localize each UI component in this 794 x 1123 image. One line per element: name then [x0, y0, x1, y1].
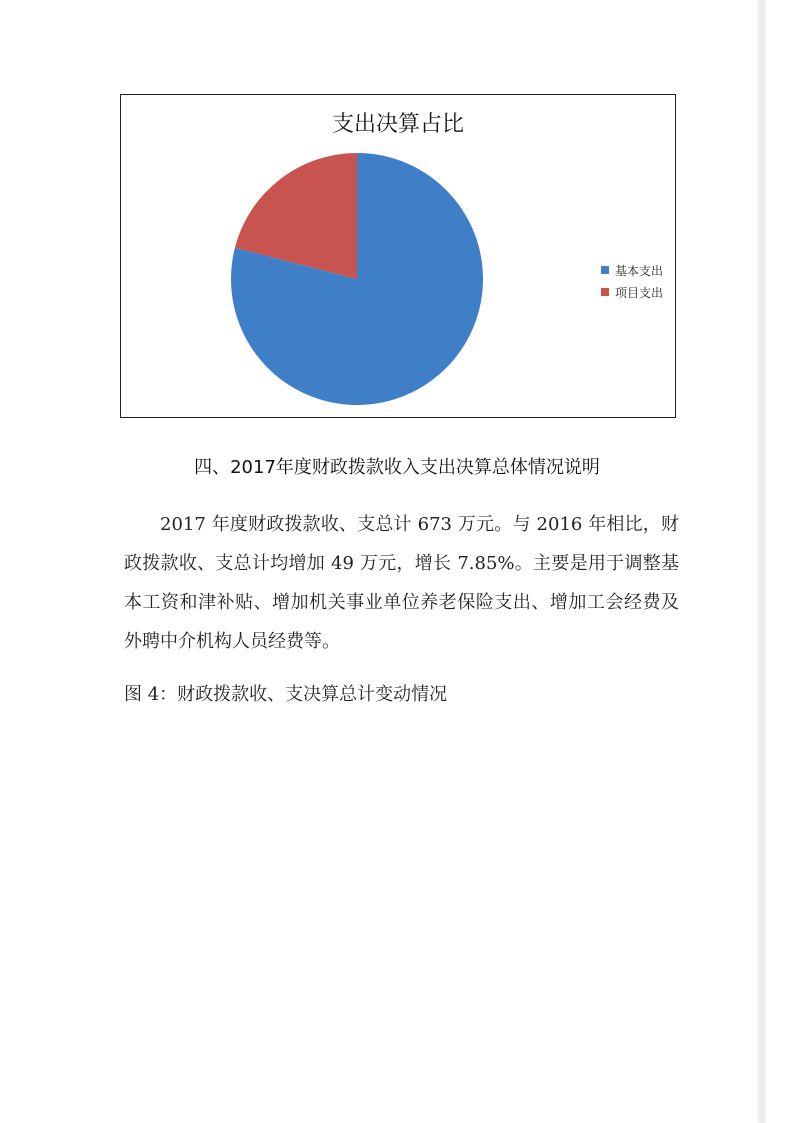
- section-heading: 四、2017年度财政拨款收入支出决算总体情况说明: [194, 457, 600, 478]
- legend-swatch-basic: [601, 266, 609, 274]
- figure-caption: 图 4：财政拨款收、支决算总计变动情况: [124, 684, 448, 705]
- legend-swatch-project: [601, 288, 609, 296]
- legend-label-project: 项目支出: [615, 285, 664, 300]
- body-paragraph: 2017 年度财政拨款收、支总计 673 万元。与 2016 年相比，财政拨款收、支总计均增加 49 万元，增长 7.85%。主要是用于调整基本工资和津补贴、增加机关事业单位养老保险支出、增加工会经费及外聘中介机构人员经费等。: [124, 514, 679, 652]
- chart-legend: [601, 259, 663, 303]
- scan-edge-artifact: [756, 0, 768, 1123]
- legend-item-project: [601, 281, 663, 303]
- legend-item-basic: [601, 259, 663, 281]
- pie-chart-plot: [121, 95, 677, 419]
- chart-title: 支出决算占比: [331, 112, 464, 137]
- pie-chart: [120, 94, 676, 418]
- legend-label-basic: 基本支出: [615, 263, 664, 278]
